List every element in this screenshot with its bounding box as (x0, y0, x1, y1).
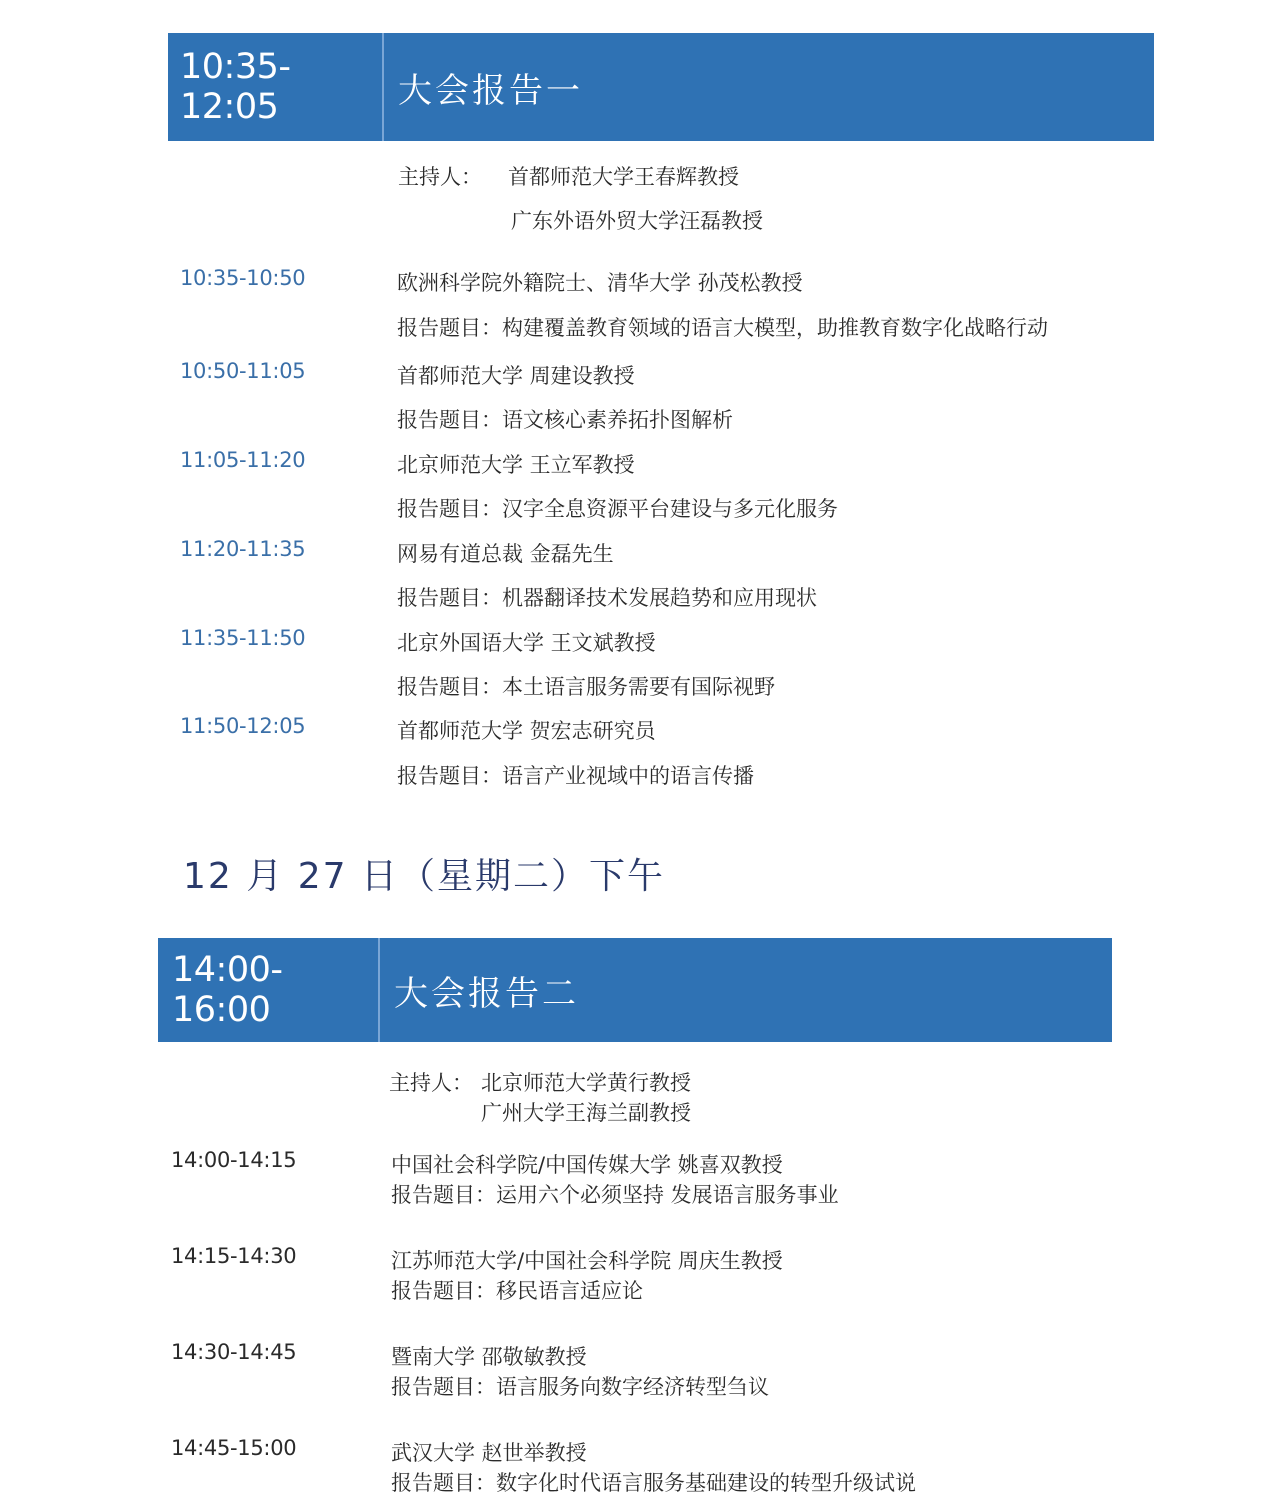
talk-topic: 报告题目：语言服务向数字经济转型刍议 (391, 1375, 769, 1399)
session1-title: 大会报告一 (398, 70, 583, 111)
talk-speaker: 江苏师范大学/中国社会科学院 周庆生教授 (391, 1249, 783, 1273)
talk-time: 14:00-14:15 (171, 1148, 297, 1172)
session2-header (158, 938, 1112, 1042)
session2-title: 大会报告二 (394, 973, 579, 1014)
host-label: 主持人： (389, 1071, 473, 1095)
talk-speaker: 中国社会科学院/中国传媒大学 姚喜双教授 (391, 1153, 783, 1177)
talk-speaker: 暨南大学 邵敬敏教授 (391, 1345, 587, 1369)
talk-topic: 报告题目：运用六个必须坚持 发展语言服务事业 (391, 1183, 839, 1207)
talk-time: 14:30-14:45 (171, 1340, 297, 1364)
talk-topic: 报告题目：构建覆盖教育领域的语言大模型，助推教育数字化战略行动 (397, 316, 1048, 340)
talk-time: 14:45-15:00 (171, 1436, 297, 1460)
talk-topic: 报告题目：本土语言服务需要有国际视野 (397, 675, 775, 699)
talk-speaker: 欧洲科学院外籍院士、清华大学 孙茂松教授 (397, 271, 803, 295)
talk-topic: 报告题目：语言产业视域中的语言传播 (397, 764, 754, 788)
talk-topic: 报告题目：机器翻译技术发展趋势和应用现状 (397, 586, 817, 610)
talk-speaker: 首都师范大学 贺宏志研究员 (397, 719, 656, 743)
day-heading: 12 月 27 日（星期二）下午 (183, 856, 665, 897)
host-name: 北京师范大学黄行教授 (481, 1071, 691, 1095)
talk-speaker: 网易有道总裁 金磊先生 (397, 542, 614, 566)
talk-speaker: 北京外国语大学 王文斌教授 (397, 631, 656, 655)
talk-time: 11:35-11:50 (180, 626, 306, 650)
talk-topic: 报告题目：数字化时代语言服务基础建设的转型升级试说 (391, 1471, 916, 1495)
host-name: 广州大学王海兰副教授 (481, 1101, 691, 1125)
talk-topic: 报告题目：移民语言适应论 (391, 1279, 643, 1303)
host-name: 广东外语外贸大学汪磊教授 (511, 209, 763, 233)
session2-time: 14:00-16:00 (158, 938, 380, 1042)
session1-time: 10:35-12:05 (168, 33, 384, 141)
talk-speaker: 北京师范大学 王立军教授 (397, 453, 635, 477)
talk-speaker: 首都师范大学 周建设教授 (397, 364, 635, 388)
talk-time: 11:05-11:20 (180, 448, 306, 472)
host-name: 首都师范大学王春辉教授 (508, 165, 739, 189)
talk-speaker: 武汉大学 赵世举教授 (391, 1441, 587, 1465)
host-label: 主持人： (398, 165, 482, 189)
talk-time: 14:15-14:30 (171, 1244, 297, 1268)
session1-header (168, 33, 1154, 141)
talk-time: 11:20-11:35 (180, 537, 306, 561)
talk-topic: 报告题目：汉字全息资源平台建设与多元化服务 (397, 497, 838, 521)
talk-time: 10:50-11:05 (180, 359, 306, 383)
talk-topic: 报告题目：语文核心素养拓扑图解析 (397, 408, 733, 432)
talk-time: 10:35-10:50 (180, 266, 306, 290)
talk-time: 11:50-12:05 (180, 714, 306, 738)
